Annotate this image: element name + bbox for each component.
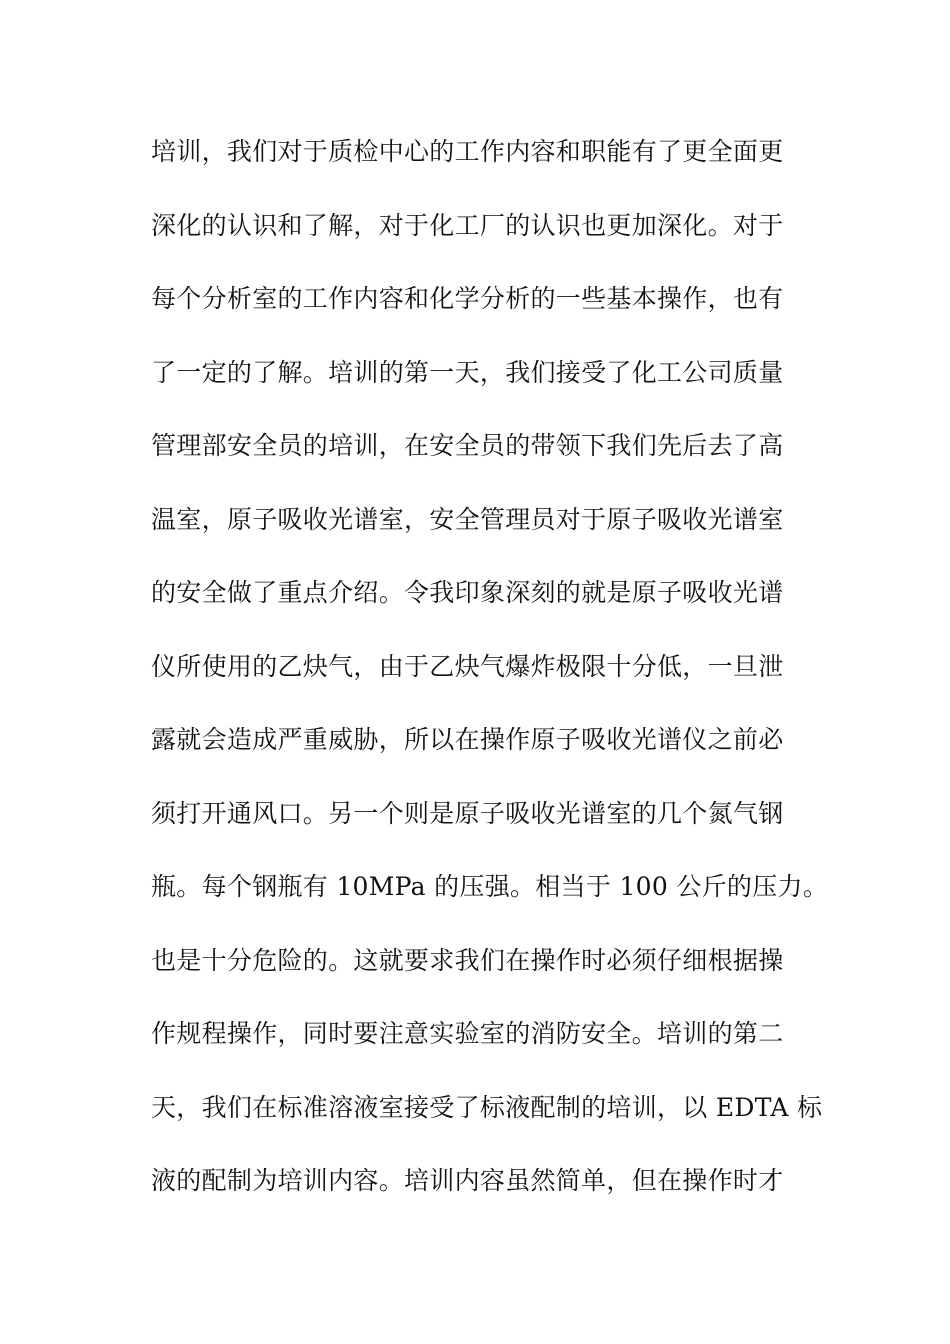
- text-line-6: 温室，原子吸收光谱室，安全管理员对于原子吸收光谱室: [151, 504, 784, 534]
- text-line-1: 培训，我们对于质检中心的工作内容和职能有了更全面更: [151, 137, 784, 166]
- body-text: [151, 128, 829, 1231]
- text-line-12: 也是十分危险的。这就要求我们在操作时必须仔细根据操: [151, 945, 784, 975]
- text-line-5: 管理部安全员的培训，在安全员的带领下我们先后去了高: [151, 431, 784, 460]
- text-line-9: 露就会造成严重威胁，所以在操作原子吸收光谱仪之前必: [151, 725, 784, 754]
- text-line-10: 须打开通风口。另一个则是原子吸收光谱室的几个氮气钢: [151, 798, 784, 828]
- text-line-13: 作规程操作，同时要注意实验室的消防安全。培训的第二: [151, 1019, 784, 1048]
- text-line-7: 的安全做了重点介绍。令我印象深刻的就是原子吸收光谱: [151, 578, 784, 607]
- text-line-14: 天，我们在标准溶液室接受了标液配制的培训，以 EDTA 标: [151, 1092, 823, 1122]
- text-line-3: 每个分析室的工作内容和化学分析的一些基本操作，也有: [151, 284, 784, 313]
- text-line-15: 液的配制为培训内容。培训内容虽然简单，但在操作时才: [151, 1166, 784, 1195]
- text-line-8: 仪所使用的乙炔气，由于乙炔气爆炸极限十分低，一旦泄: [151, 651, 784, 681]
- text-line-11: 瓶。每个钢瓶有 10MPa 的压强。相当于 100 公斤的压力。: [151, 872, 829, 901]
- text-line-2: 深化的认识和了解，对于化工厂的认识也更加深化。对于: [151, 210, 784, 240]
- text-line-4: 了一定的了解。培训的第一天，我们接受了化工公司质量: [151, 357, 784, 387]
